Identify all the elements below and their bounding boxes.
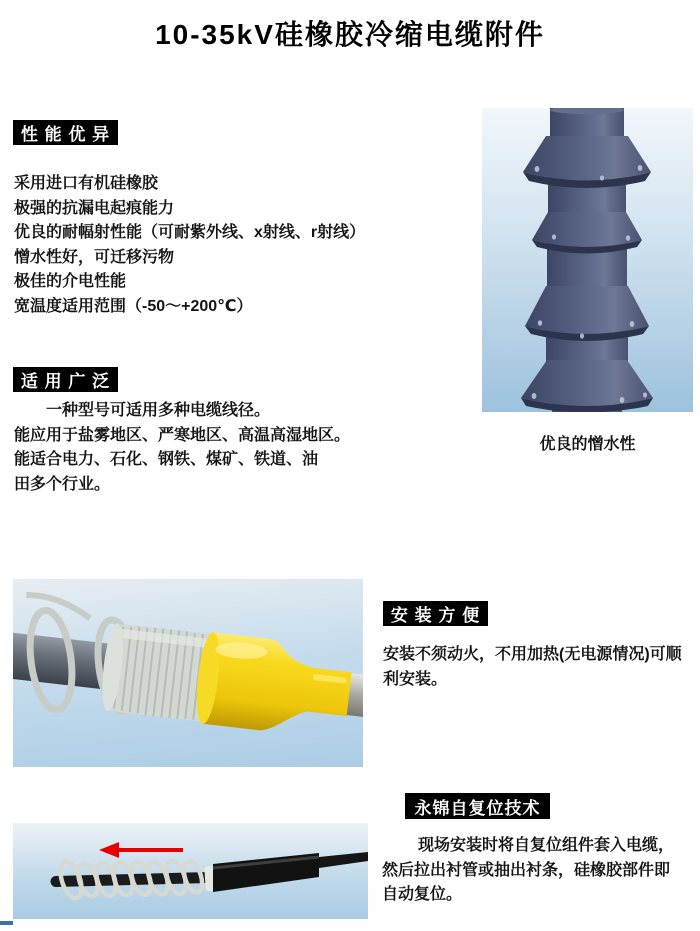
self-reset-photo xyxy=(13,823,368,919)
feature-line: 采用进口有机硅橡胶 xyxy=(14,175,159,192)
termination-photo xyxy=(13,579,363,767)
installation-text xyxy=(383,643,682,692)
feature-line: 优良的耐幅射性能（可耐紫外线、x射线、r射线） xyxy=(14,224,366,241)
installation-line: 安装不须动火，不用加热(无电源情况)可顺 xyxy=(383,646,682,663)
feature-line: 宽温度适用范围（-50～+200℃） xyxy=(14,297,253,315)
section-header-performance: 性 能 优 异 xyxy=(13,120,118,145)
application-line: 田多个行业。 xyxy=(14,475,111,493)
installation-line: 利安装。 xyxy=(383,670,448,688)
insulator-photo xyxy=(482,108,693,412)
feature-line: 憎水性好，可迁移污物 xyxy=(14,248,175,266)
termination-illustration xyxy=(13,579,363,767)
red-arrow-icon xyxy=(99,842,183,858)
self-reset-text xyxy=(382,834,674,908)
application-line: 能适合电力、石化、钢铁、煤矿、铁道、油 xyxy=(14,451,319,468)
feature-line: 极强的抗漏电起痕能力 xyxy=(14,199,175,217)
corner-decoration-bar xyxy=(0,921,13,925)
feature-line: 极佳的介电性能 xyxy=(14,273,127,290)
section-header-self-reset: 永锦自复位技术 xyxy=(405,793,550,819)
insulator-illustration xyxy=(482,108,693,412)
self-reset-line: 自动复位。 xyxy=(382,886,463,903)
performance-feature-list xyxy=(14,172,365,319)
insulator-caption: 优良的憎水性 xyxy=(539,436,636,453)
application-line: 一种型号可适用多种电缆线径。 xyxy=(46,402,271,419)
application-text xyxy=(14,399,350,497)
page-title: 10-35kV硅橡胶冷缩电缆附件 xyxy=(155,19,545,50)
self-reset-line: 现场安装时将自复位组件套入电缆， xyxy=(418,837,675,854)
section-header-installation: 安 装 方 便 xyxy=(383,601,488,626)
application-line: 能应用于盐雾地区、严寒地区、高温高湿地区。 xyxy=(14,426,351,444)
self-reset-illustration xyxy=(13,823,368,919)
self-reset-line: 然后拉出衬管或抽出衬条，硅橡胶部件即 xyxy=(382,861,671,879)
section-header-application: 适 用 广 泛 xyxy=(13,367,118,392)
